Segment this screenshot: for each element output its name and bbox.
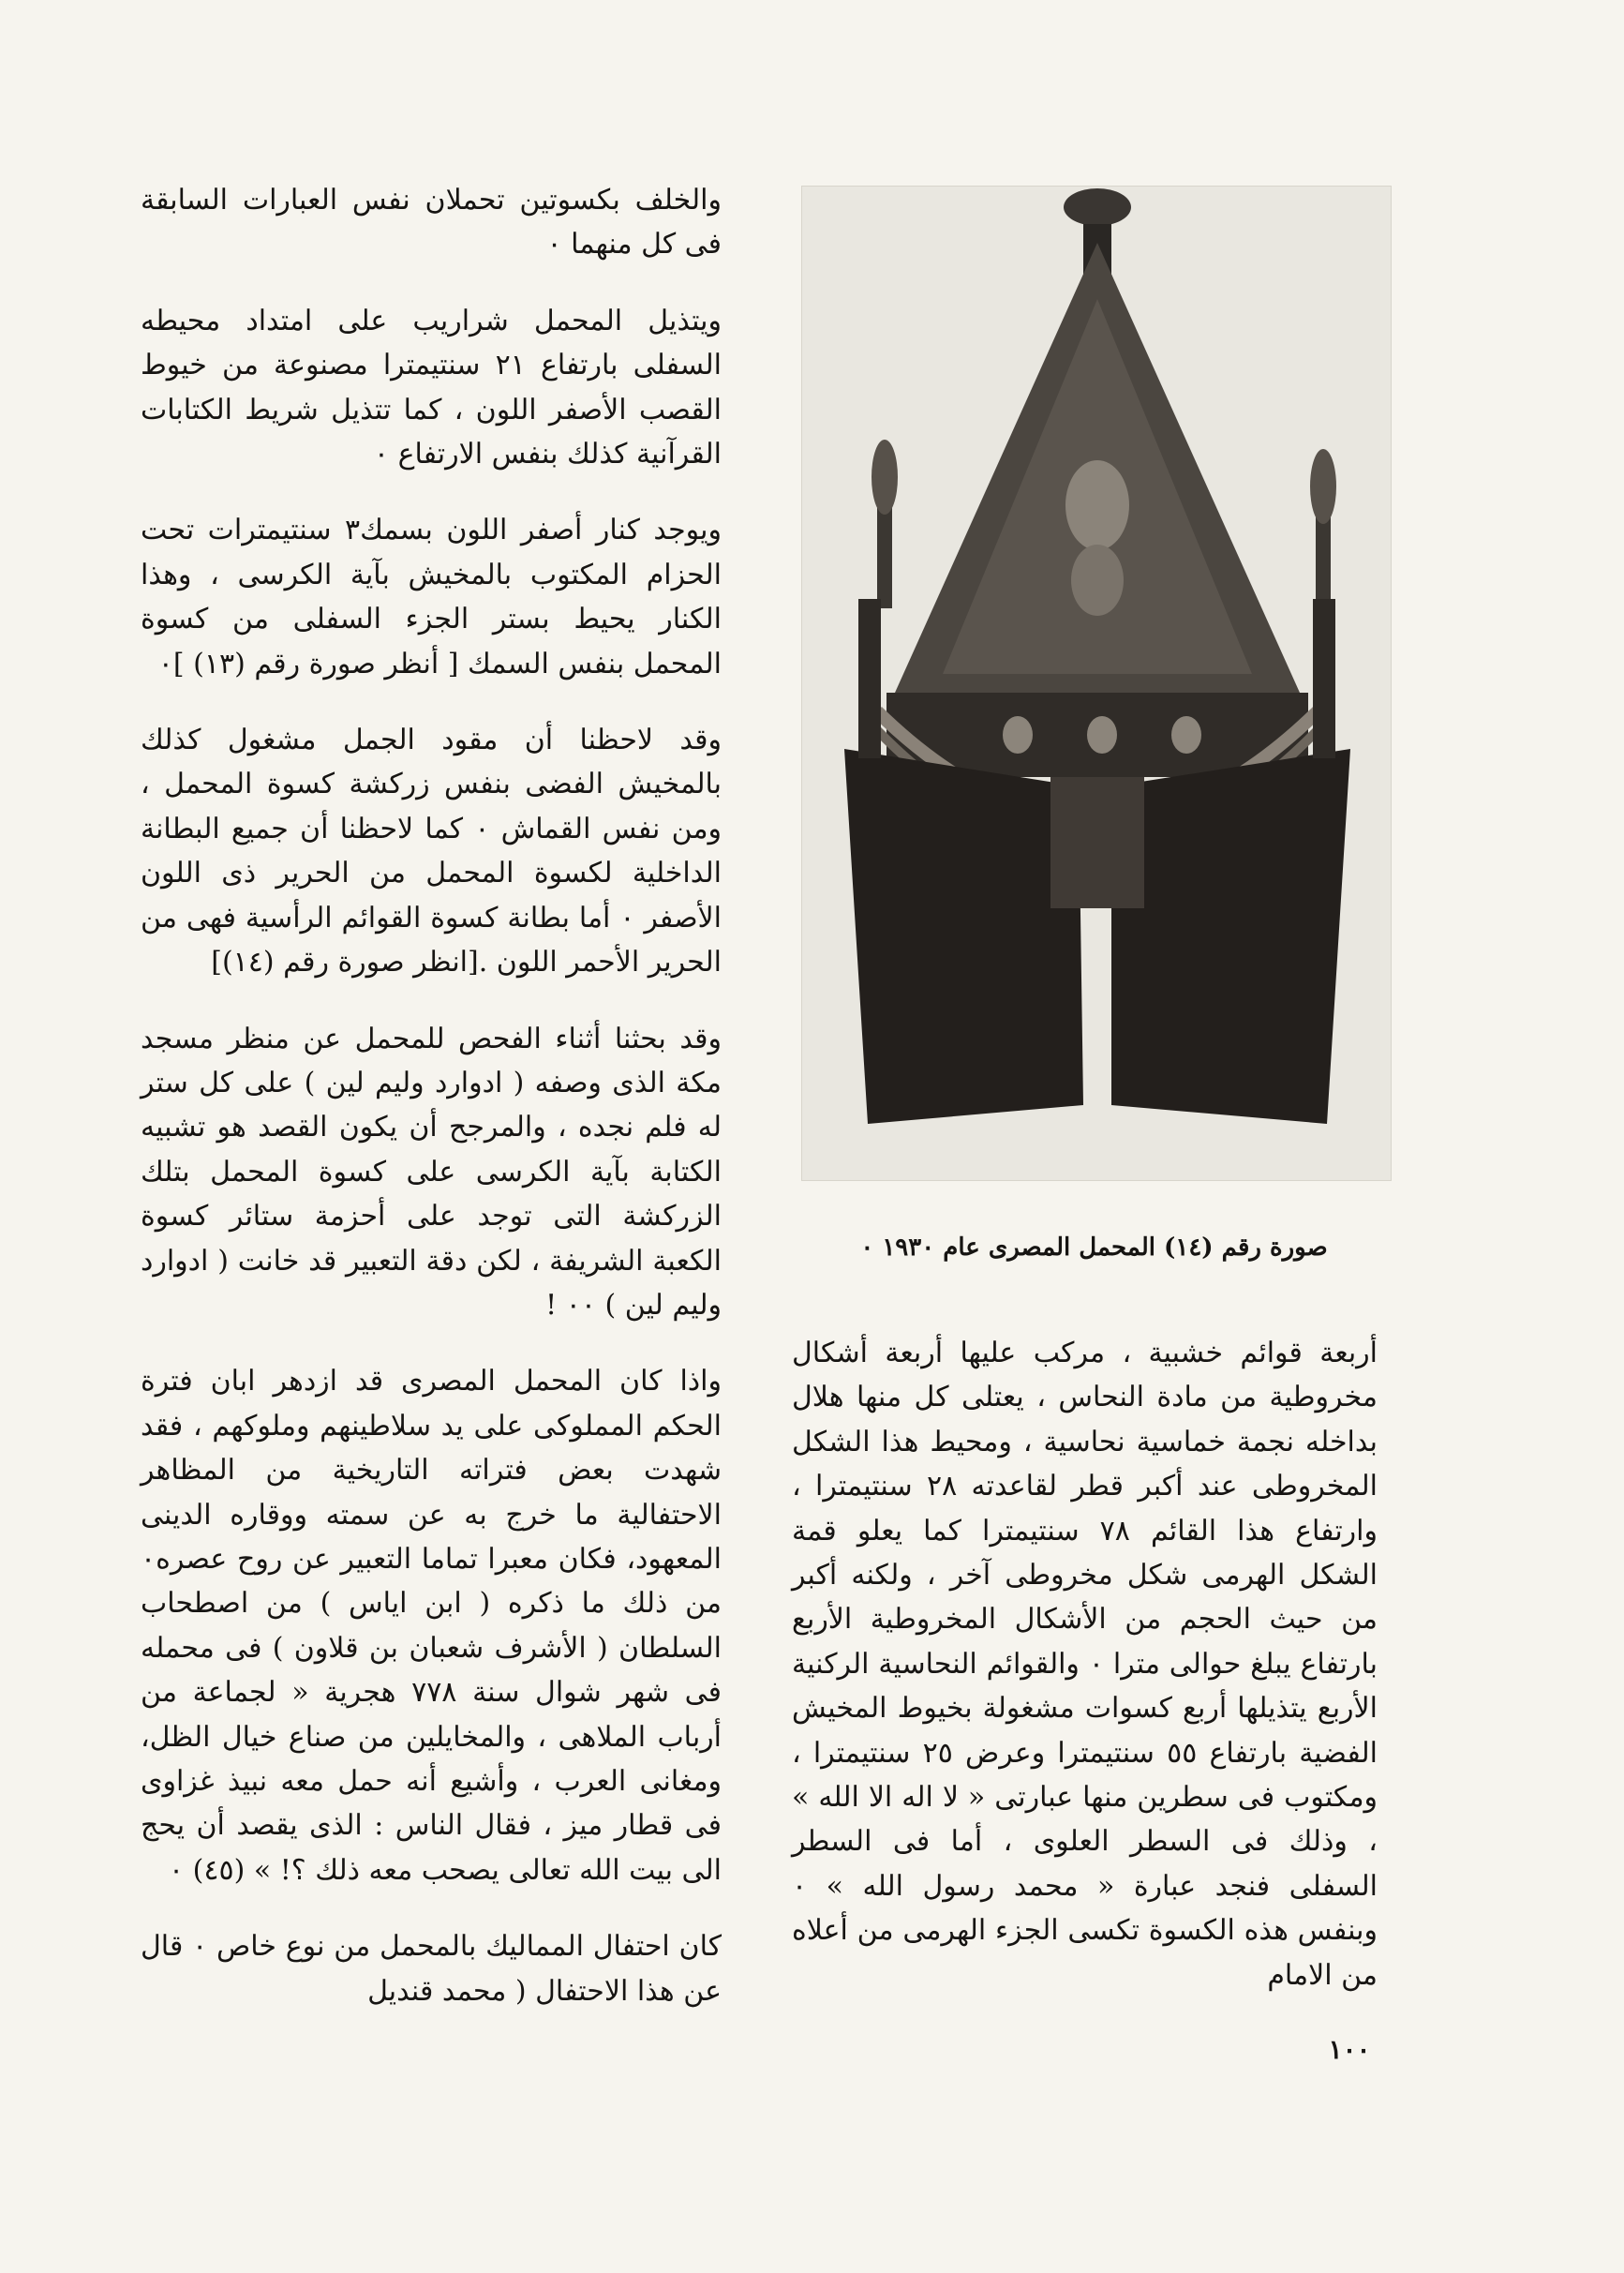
mahmal-photograph: [801, 186, 1392, 1181]
paragraph: أربعة قوائم خشبية ، مركب عليها أربعة أشكال مخروطية من مادة النحاس ، يعتلى كل منها هلال بداخله نجمة خماسية نحاسية ، ومحيط هذا الشكل المخروطى عند أكبر قطر لقاعدته ٢٨ سنتيمترا ، وارتفاع هذا القائم ٧٨ سنتيمترا كما يعلو قمة الشكل الهرمى شكل مخروطى آخر ، ولكنه أكبر من حيث الحجم من الأشكال المخروطية الأربع بارتفاع يبلغ حوالى مترا ٠ والقوائم النحاسية الركنية الأربع يتذيلها أربع كسوات مشغولة بخيوط المخيش الفضية بارتفاع ٥٥ سنتيمترا وعرض ٢٥ سنتيمترا ، ومكتوب فى سطرين منها عبارتى « لا اله الا الله » ، وذلك فى السطر العلوى ، أما فى السطر السفلى فنجد عبارة « محمد رسول الله » ٠ وبنفس هذه الكسوة تكسى الجزء الهرمى من أعلاه من الامام: [792, 1337, 1378, 1992]
right-text-column: [792, 1331, 1378, 2029]
paragraph: ويوجد كنار أصفر اللون بسمك٣ سنتيمترات تحت الحزام المكتوب بالمخيش بآية الكرسى ، وهذا الكنار يحيط بستر الجزء السفلى من كسوة المحمل بنفس السمك [ أنظر صورة رقم (١٣) ]٠: [141, 514, 722, 680]
figure-caption: صورة رقم (١٤) المحمل المصرى عام ١٩٣٠ ٠: [860, 1234, 1328, 1262]
paragraph: وقد بحثنا أثناء الفحص للمحمل عن منظر مسجد مكة الذى وصفه ( ادوارد وليم لين ) على كل ستر له فلم نجده ، والمرجح أن يكون القصد هو تشبيه الكتابة بآية الكرسى على كسوة المحمل بتلك الزركشة التى توجد على أحزمة ستائر كسوة الكعبة الشريفة ، لكن دقة التعبير قد خانت ( ادوارد وليم لين ) ٠٠ !: [141, 1022, 722, 1322]
page-number: ١٠٠: [1328, 2034, 1371, 2065]
left-text-column: [141, 178, 722, 2045]
paragraph: وقد لاحظنا أن مقود الجمل مشغول كذلك بالمخيش الفضى بنفس زركشة كسوة المحمل ، ومن نفس القماش ٠ كما لاحظنا أن جميع البطانة الداخلية لكسوة المحمل من الحرير ذى اللون الأصفر ٠ أما بطانة كسوة القوائم الرأسية فهى من الحرير الأحمر اللون .[انظر صورة رقم (١٤)]: [141, 724, 723, 979]
paragraph: كان احتفال المماليك بالمحمل من نوع خاص ٠ قال عن هذا الاحتفال ( محمد قنديل: [141, 1930, 722, 2008]
paragraph: والخلف بكسوتين تحملان نفس العبارات السابقة فى كل منهما ٠: [141, 184, 722, 262]
mahmal-illustration: [802, 187, 1391, 1180]
paragraph: واذا كان المحمل المصرى قد ازدهر ابان فترة الحكم المملوكى على يد سلاطينهم وملوكهم ، فقد شهدت بعض فتراته التاريخية من المظاهر الاحتفالية ما خرج به عن سمته ووقاره الدينى المعهود، فكان معبرا تماما التعبير عن روح عصره٠ من ذلك ما ذكره ( ابن اياس ) من اصطحاب السلطان ( الأشرف شعبان بن قلاون ) فى محمله فى شهر شوال سنة ٧٧٨ هجرية « لجماعة من أرباب الملاهى ، والمخايلين من صناع خيال الظل، ومغانى العرب ، وأشيع أنه حمل معه نبيذ غزاوى فى قطار ميز ، فقال الناس : الذى يقصد أن يحج الى بيت الله تعالى يصحب معه ذلك ؟! » (٤٥) ٠: [141, 1365, 722, 1887]
paragraph: ويتذيل المحمل شراريب على امتداد محيطه السفلى بارتفاع ٢١ سنتيمترا مصنوعة من خيوط القصب الأصفر اللون ، كما تتذيل شريط الكتابات القرآنية كذلك بنفس الارتفاع ٠: [141, 304, 722, 471]
